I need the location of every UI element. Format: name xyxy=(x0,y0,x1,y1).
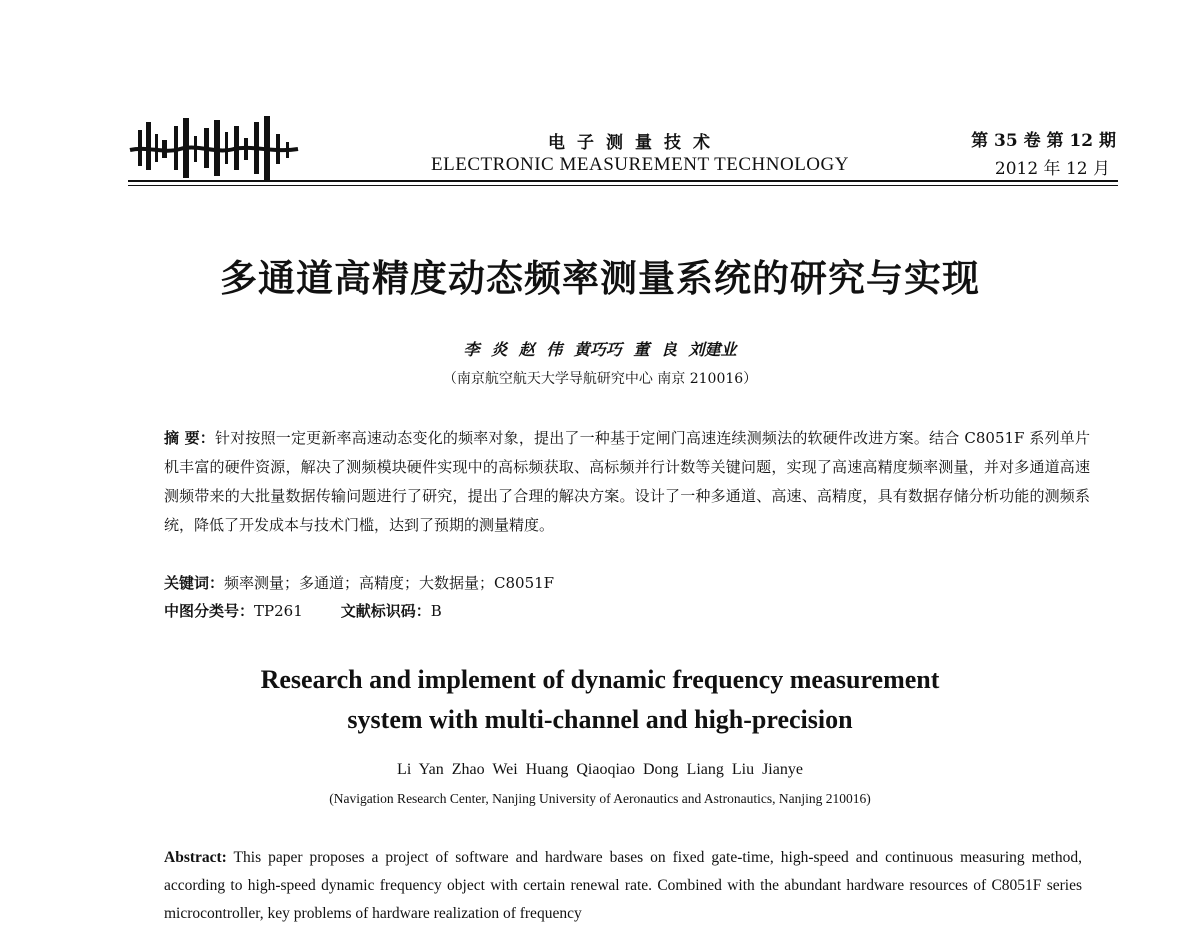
doc-code-value: B xyxy=(430,602,442,620)
doc-code-label: 文献标识码： xyxy=(340,602,431,620)
paper-title-en-line1: Research and implement of dynamic frequency measurement xyxy=(260,665,940,694)
keywords-cn-label: 关键词： xyxy=(164,574,225,592)
abstract-en-label: Abstract: xyxy=(164,849,227,866)
paper-title-cn: 多通道高精度动态频率测量系统的研究与实现 xyxy=(220,257,980,300)
abstract-cn-text: 针对按照一定更新率高速动态变化的频率对象，提出了一种基于定闸门高速连续测频法的软硬件改进方案。结合 C8051F 系列单片机丰富的硬件资源，解决了测频模块硬件实现中的高标频获取、高标频并行计数等关键问题，实现了高速高精度频率测量，并对多通道高速测频带来的大批量数据传输问题进行了研究，提出了合理的解决方案。设计了一种多通道、高速、高精度，具有数据存储分析功能的测频系统，降低了开发成本与技术门槛，达到了预期的测量精度。 xyxy=(164,429,1090,534)
abstract-en xyxy=(164,844,1082,928)
paper-title-en xyxy=(0,660,1200,740)
abstract-cn xyxy=(164,424,1090,540)
volume-issue: 第 35 卷 第 12 期 xyxy=(971,131,1116,151)
header-rule-thin xyxy=(128,185,1118,186)
publication-date: 2012 年 12 月 xyxy=(994,159,1110,179)
abstract-cn-label: 摘 要： xyxy=(164,429,215,447)
classification-line xyxy=(164,600,442,621)
clc-label: 中图分类号： xyxy=(164,602,255,620)
clc-value: TP261 xyxy=(254,602,303,620)
header-rule-thick xyxy=(128,180,1118,182)
journal-name-cn: 电子测量技术 xyxy=(548,133,722,153)
authors-cn: 李 炎 赵 伟 黄巧巧 董 良 刘建业 xyxy=(463,340,737,359)
journal-name-en: ELECTRONIC MEASUREMENT TECHNOLOGY xyxy=(431,154,849,175)
authors-en: Li Yan Zhao Wei Huang Qiaoqiao Dong Liang Liu Jianye xyxy=(397,761,803,778)
keywords-cn-text: 频率测量；多通道；高精度；大数据量；C8051F xyxy=(224,574,555,592)
affiliation-en: (Navigation Research Center, Nanjing University of Aeronautics and Astronautics, Nanjing 210016) xyxy=(329,791,871,806)
paper-title-en-line2: system with multi-channel and high-precision xyxy=(347,705,853,734)
abstract-en-text: This paper proposes a project of software and hardware bases on fixed gate-time, high-speed and continuous measuring method, according to high-speed dynamic frequency object with certain renewal rate. Combined with the abundant hardware resources of C8051F series microcontroller, key problems of hardware realization of frequency xyxy=(164,849,1082,922)
keywords-cn xyxy=(164,572,554,593)
journal-logo xyxy=(128,116,300,182)
affiliation-cn: （南京航空航天大学导航研究中心 南京 210016） xyxy=(442,371,758,387)
